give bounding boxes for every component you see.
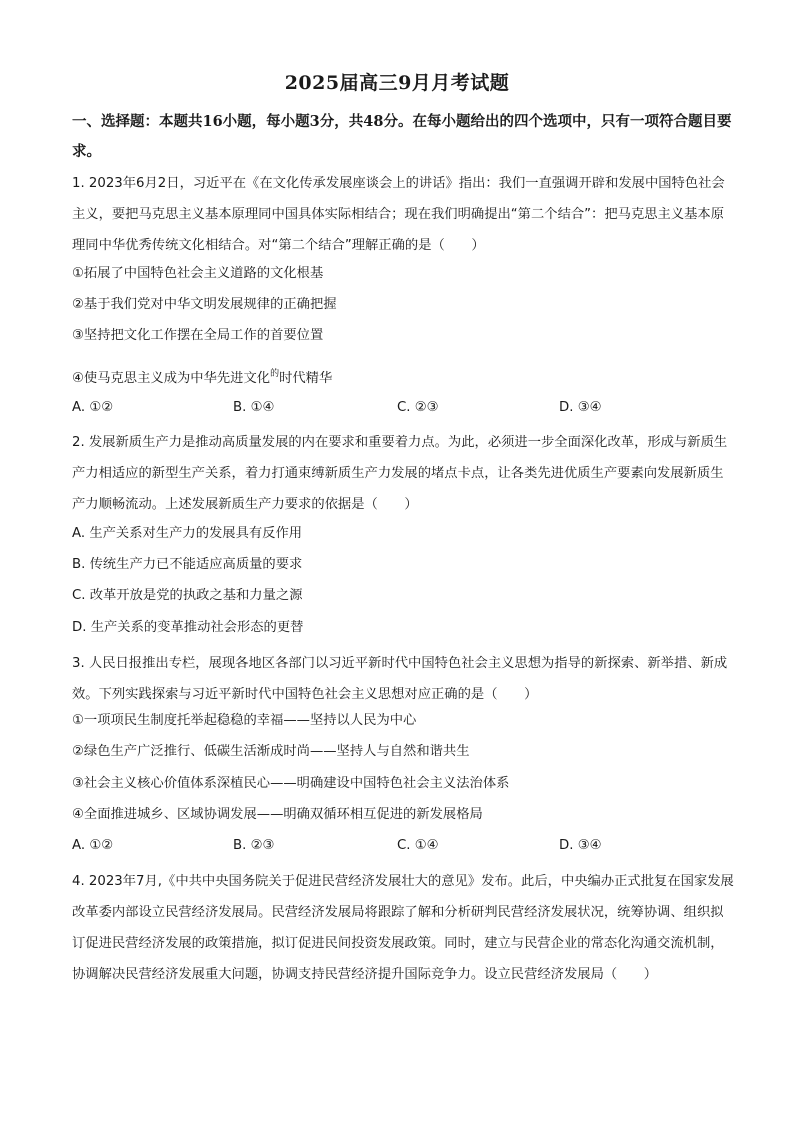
question-3-stem: 3. 人民日报推出专栏，展现各地区各部门以习近平新时代中国特色社会主义思想为指导的新探索、新举措、新成效。下列实践探索与习近平新时代中国特色社会主义思想对应正确的是（ ） <box>72 656 728 702</box>
question-2-stem: 2. 发展新质生产力是推动高质量发展的内在要求和重要着力点。为此，必须进一步全面深化改革，形成与新质生产力相适应的新型生产关系，着力打通束缚新质生产力发展的堵点卡点，让各类先进优质生产要素向发展新质生产力顺畅流动。上述发展新质生产力要求的依据是（ ） <box>72 435 728 512</box>
question-1-option-b[interactable]: B. ①④ <box>233 400 275 415</box>
question-1-item-4-tail: 时代精华 <box>279 371 333 386</box>
question-1-option-c[interactable]: C. ②③ <box>397 400 439 415</box>
question-1-item-1: ①拓展了中国特色社会主义道路的文化根基 <box>72 266 324 281</box>
question-2-option-c[interactable]: C. 改革开放是党的执政之基和力量之源 <box>72 588 303 603</box>
page-title: 2025届高三9月月考试题 <box>284 72 510 94</box>
question-1-stem: 1. 2023年6月2日，习近平在《在文化传承发展座谈会上的讲话》指出：我们一直强调开辟和发展中国特色社会主义，要把马克思主义基本原理同中国具体实际相结合；现在我们明确提出“第二个结合”：把马克思主义基本原理同中华优秀传统文化相结合。对“第二个结合”理解正确的是（ ） <box>72 176 725 253</box>
question-1-item-4-text: ④使马克思主义成为中华先进文化 <box>72 371 271 386</box>
question-1-item-2: ②基于我们党对中华文明发展规律的正确把握 <box>72 297 337 312</box>
question-3-option-d[interactable]: D. ③④ <box>559 838 602 853</box>
question-3-item-3: ③社会主义核心价值体系深植民心——明确建设中国特色社会主义法治体系 <box>72 776 510 791</box>
question-1-option-d[interactable]: D. ③④ <box>559 400 602 415</box>
question-2-option-b[interactable]: B. 传统生产力已不能适应高质量的要求 <box>72 557 303 572</box>
question-4-stem: 4. 2023年7月,《中共中央国务院关于促进民营经济发展壮大的意见》发布。此后，中央编办正式批复在国家发展改革委内部设立民营经济发展局。民营经济发展局将跟踪了解和分析研判民营经济发展状况，统筹协调、组织拟订促进民营经济发展的政策措施，拟订促进民间投资发展政策。同时，建立与民营企业的常态化沟通交流机制，协调解决民营经济发展重大问题，协调支持民营经济提升国际竞争力。设立民营经济发展局（ ） <box>72 874 734 982</box>
question-2-option-a[interactable]: A. 生产关系对生产力的发展具有反作用 <box>72 526 303 541</box>
question-1-item-3: ③坚持把文化工作摆在全局工作的首要位置 <box>72 328 324 343</box>
section-heading: 一、选择题：本题共16小题，每小题3分，共48分。在每小题给出的四个选项中，只有一项符合题目要求。 <box>72 113 732 160</box>
question-1-item-4 <box>72 364 332 389</box>
question-3-item-4: ④全面推进城乡、区域协调发展——明确双循环相互促进的新发展格局 <box>72 807 483 822</box>
question-1-item-4-stray-char: 的 <box>270 369 280 379</box>
question-2-option-d[interactable]: D. 生产关系的变革推动社会形态的更替 <box>72 620 304 635</box>
question-3-option-c[interactable]: C. ①④ <box>397 838 439 853</box>
question-1-option-a[interactable]: A. ①② <box>72 400 114 415</box>
question-3-option-b[interactable]: B. ②③ <box>233 838 275 853</box>
question-3-item-2: ②绿色生产广泛推行、低碳生活渐成时尚——坚持人与自然和谐共生 <box>72 744 470 759</box>
question-3-item-1: ①一项项民生制度托举起稳稳的幸福——坚持以人民为中心 <box>72 713 417 728</box>
question-3-option-a[interactable]: A. ①② <box>72 838 114 853</box>
